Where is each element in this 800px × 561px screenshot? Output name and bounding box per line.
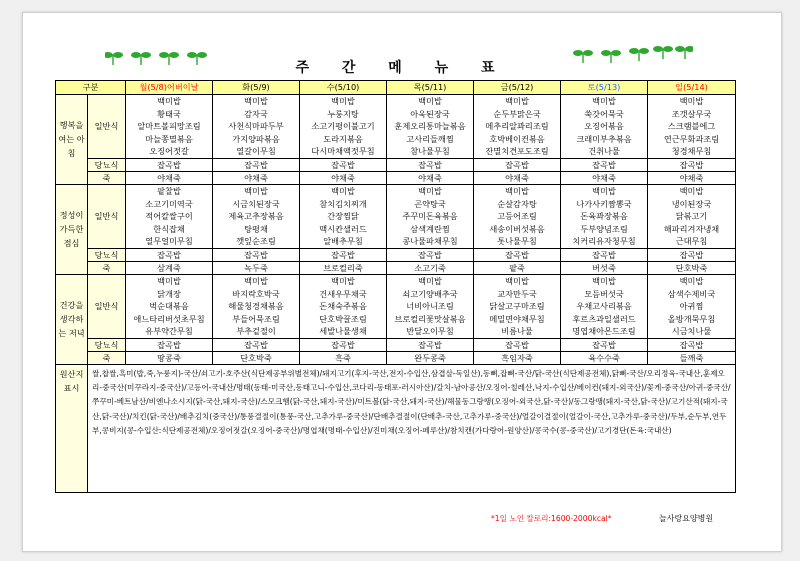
calorie-note: *1일 노인 칼로리:1600-2000kcal* <box>491 514 612 523</box>
general-menu-cell <box>300 184 387 248</box>
menu-item: 반달오이무침 <box>406 326 454 337</box>
diabetic-menu-cell: 잡곡밥 <box>474 158 561 171</box>
diabetic-menu-cell: 잡곡밥 <box>213 338 300 351</box>
menu-item: 깻잎순조림 <box>236 236 276 247</box>
diabetic-menu-cell: 잡곡밥 <box>648 338 736 351</box>
diabetic-menu-cell: 잡곡밥 <box>561 248 648 261</box>
origin-label: 원산지 표시 <box>56 364 88 492</box>
general-menu-cell <box>474 274 561 338</box>
menu-item: 오징어젓갈 <box>149 146 189 157</box>
diabetic-menu-cell: 잡곡밥 <box>126 338 213 351</box>
menu-item: 감자국 <box>244 108 268 119</box>
meal-section-label: 정성이 가득한 점심 <box>56 184 88 274</box>
general-menu-cell <box>648 95 736 159</box>
menu-item: 올방개묵무침 <box>667 313 716 324</box>
diabetic-menu-cell: 잡곡밥 <box>213 248 300 261</box>
porridge-menu-cell: 야채죽 <box>387 171 474 184</box>
porridge-menu-cell: 단호박죽 <box>648 261 736 274</box>
diabetic-label: 당뇨식 <box>88 248 126 261</box>
menu-item: 건새우무채국 <box>319 288 367 299</box>
menu-item: 열무얼미무침 <box>145 236 193 247</box>
menu-item: 후르츠과일샐러드 <box>572 313 636 324</box>
day-header: 금(5/12) <box>474 81 561 95</box>
menu-item: 백미밥 <box>592 96 616 106</box>
porridge-menu-cell: 야채죽 <box>126 171 213 184</box>
diabetic-label: 당뇨식 <box>88 158 126 171</box>
menu-item: 너비아니조림 <box>406 301 454 312</box>
menu-item: 시금치된장국 <box>232 198 280 209</box>
diabetic-menu-cell: 잡곡밥 <box>474 338 561 351</box>
menu-item: 백미밥 <box>592 185 616 196</box>
menu-item: 해물청경채볶음 <box>228 301 284 312</box>
porridge-menu-cell: 버섯죽 <box>561 261 648 274</box>
diabetic-menu-cell: 잡곡밥 <box>387 158 474 171</box>
menu-item: 단호박꿀조림 <box>319 313 367 324</box>
menu-item: 크래미부추볶음 <box>576 133 632 144</box>
menu-item: 알배추무침 <box>323 236 363 247</box>
menu-item: 백미밥 <box>505 96 529 106</box>
hospital-name: 늘사랑요양병원 <box>659 514 714 523</box>
general-menu-cell <box>387 95 474 159</box>
diabetic-menu-cell: 잡곡밥 <box>300 248 387 261</box>
porridge-label: 죽 <box>88 261 126 274</box>
general-label: 일반식 <box>88 184 126 248</box>
day-header: 수(5/10) <box>300 81 387 95</box>
porridge-menu-cell: 야채죽 <box>213 171 300 184</box>
menu-item: 바지락호박국 <box>232 288 280 299</box>
menu-sheet <box>22 12 782 552</box>
menu-item: 백미밥 <box>244 275 268 286</box>
diabetic-menu-cell: 잡곡밥 <box>474 248 561 261</box>
porridge-menu-cell: 브로컬리죽 <box>300 261 387 274</box>
general-menu-cell <box>387 184 474 248</box>
menu-item: 세발나물생채 <box>319 326 367 337</box>
general-menu-cell <box>387 274 474 338</box>
general-menu-cell <box>213 274 300 338</box>
menu-item: 아귀찜 <box>679 301 704 312</box>
menu-item: 근대무침 <box>675 236 708 247</box>
porridge-menu-cell: 야채죽 <box>648 171 736 184</box>
porridge-menu-cell: 땅콩죽 <box>126 351 213 364</box>
menu-item: 닭살고구마조림 <box>489 301 545 312</box>
general-label: 일반식 <box>88 274 126 338</box>
menu-item: 황태국 <box>157 108 181 119</box>
menu-item: 맥시칸샐러드 <box>319 223 367 234</box>
menu-item: 조갯살무국 <box>671 108 712 119</box>
menu-item: 벅순대볶음 <box>149 301 189 312</box>
menu-item: 주꾸미돈육볶음 <box>402 211 458 222</box>
diabetic-menu-cell: 잡곡밥 <box>300 338 387 351</box>
porridge-menu-cell: 단호박죽 <box>213 351 300 364</box>
menu-item: 순두부맑은국 <box>493 108 541 119</box>
porridge-menu-cell: 야채죽 <box>561 171 648 184</box>
menu-item: 나가사키짬뽕국 <box>576 198 632 209</box>
diabetic-menu-cell: 잡곡밥 <box>387 248 474 261</box>
diabetic-menu-cell: 잡곡밥 <box>561 338 648 351</box>
menu-item: 유부약간무침 <box>145 326 193 337</box>
menu-item: 명엽채아몬드조림 <box>572 326 636 337</box>
diabetic-menu-cell: 잡곡밥 <box>648 158 736 171</box>
header-label: 구분 <box>56 81 126 95</box>
menu-item: 고등어조림 <box>497 211 537 222</box>
porridge-menu-cell: 야채죽 <box>474 171 561 184</box>
menu-item: 백미밥 <box>418 96 442 106</box>
porridge-menu-cell: 육수수죽 <box>561 351 648 364</box>
menu-item: 시금치나물 <box>671 326 712 337</box>
menu-item: 백미밥 <box>331 275 355 286</box>
meal-section-label: 행복을 여는 아침 <box>56 95 88 185</box>
day-header: 목(5/11) <box>387 81 474 95</box>
menu-item: 콩나물파채무침 <box>402 236 458 247</box>
menu-item: 백미밥 <box>418 275 442 286</box>
menu-item: 백미밥 <box>679 185 704 196</box>
menu-item: 백미밥 <box>244 96 268 106</box>
menu-item: 팥찰밥 <box>157 185 181 196</box>
menu-item: 탕평채 <box>244 223 268 234</box>
general-label: 일반식 <box>88 95 126 159</box>
menu-item: 스크램블에그 <box>667 121 716 132</box>
menu-item: 호박베이컨볶음 <box>489 133 545 144</box>
menu-item: 백미밥 <box>331 96 355 106</box>
menu-item: 알마트볼피망조림 <box>137 121 201 132</box>
general-menu-cell <box>561 95 648 159</box>
menu-item: 모듬버섯국 <box>584 288 624 299</box>
menu-item: 닭개장 <box>157 288 181 299</box>
menu-item: 부추겉절이 <box>236 326 276 337</box>
weekly-menu-table <box>55 80 736 493</box>
menu-item: 소고기평이불고기 <box>311 121 375 132</box>
menu-item: 건취나물 <box>588 146 620 157</box>
menu-item: 마늘쫑멸볶음 <box>145 133 193 144</box>
menu-item: 백미밥 <box>505 275 529 286</box>
menu-item: 참치김치찌개 <box>319 198 367 209</box>
menu-item: 백미밥 <box>505 185 529 196</box>
menu-item: 적어칼쌀구이 <box>145 211 193 222</box>
general-menu-cell <box>126 95 213 159</box>
general-menu-cell <box>561 184 648 248</box>
menu-item: 한식잡채 <box>153 223 185 234</box>
general-menu-cell <box>126 184 213 248</box>
menu-item: 부들어묵조림 <box>232 313 280 324</box>
page-title: 주 간 메 뉴 표 <box>295 60 509 76</box>
diabetic-menu-cell: 잡곡밥 <box>387 338 474 351</box>
menu-item: 소고기미역국 <box>145 198 193 209</box>
menu-item: 사천식마파두부 <box>228 121 284 132</box>
menu-item: 쇠고기양배추국 <box>402 288 458 299</box>
menu-item: 돈육꽈장볶음 <box>580 211 628 222</box>
menu-item: 훈제오리통마늘볶음 <box>394 121 466 132</box>
day-header: 일(5/14) <box>648 81 736 95</box>
menu-item: 두부양념조림 <box>580 223 628 234</box>
day-header: 월(5/8)어버이날 <box>126 81 213 95</box>
menu-item: 고사리들깨찜 <box>406 133 454 144</box>
menu-item: 백미밥 <box>418 185 442 196</box>
menu-item: 가지양파볶음 <box>232 133 280 144</box>
menu-item: 치커리유자청무침 <box>572 236 636 247</box>
diabetic-label: 당뇨식 <box>88 338 126 351</box>
menu-item: 잔멸치견포도조림 <box>485 146 549 157</box>
menu-item: 순살감자탕 <box>497 198 537 209</box>
menu-item: 애느타리버섯초무침 <box>133 313 205 324</box>
menu-item: 새송이버섯볶음 <box>489 223 545 234</box>
menu-item: 메추리알꽈리조림 <box>485 121 549 132</box>
porridge-menu-cell: 녹두죽 <box>213 261 300 274</box>
porridge-label: 죽 <box>88 171 126 184</box>
menu-item: 우채고사리볶음 <box>576 301 632 312</box>
diabetic-menu-cell: 잡곡밥 <box>126 248 213 261</box>
menu-item: 청경채무침 <box>671 146 712 157</box>
menu-item: 누룽지탕 <box>327 108 359 119</box>
general-menu-cell <box>300 274 387 338</box>
menu-item: 열갈이무침 <box>236 146 276 157</box>
general-menu-cell <box>561 274 648 338</box>
menu-item: 제육고추장볶음 <box>228 211 284 222</box>
menu-item: 참나물무침 <box>410 146 450 157</box>
menu-item: 브로컬리꽃맛살볶음 <box>394 313 466 324</box>
day-header: 화(5/9) <box>213 81 300 95</box>
origin-text: 쌀,찹쌀,흑미(밥,죽,누룽지)-국산/쇠고기-호주산(식단제공부위별전체)/돼지고기(후지-국산,전지-수입산,삼겹살-독일산),동뼈,잡뼈-국산/닭-국산(식단제공전체),닭뼈-국산/오리정육-국내산,훈제오리-중국산(미꾸라지-중국산)/고등어-국내산/명태(동태-미국산,동태고니-수입산,코다리-동태포-러시아산)/갈치-남아공산/오징어-칠레산,낙지-수입산/베이컨(돼지-외국산)/꽃게-중국산/아귀-중국산/쭈꾸미-베트남산/비엔나소시지(닭-국산,돼지-국산)/스모크햄(닭-국산,돼지-국산)/미트볼(닭-국산,돼지-국산)/해물동그랑땡(오징어-외국산,닭-국산)/동그랑땡(돼지-국산,닭-국산)/고기산적(돼지-국산,닭-국산)/치킨(닭-국산)/배추김치(중국산)/통풍결절이(통풍-국산,고추가루-중국산)/단배추결절이(단배추-국산,고추가루-중국산)/얼갈이결절이(얼갈이-국산,고추가루-중국산)/두부,순두부,연두부,콩비지(콩-수입산:식단제공전체)/오징어젓갈(오징어-중국산)/명엽채(명태-수입산)/진미채(오징어-페루산)/참치캔(가다랑어-원양산)/콩국수(콩-중국산)/고기경단(돈육:국내산) <box>88 364 736 492</box>
general-menu-cell <box>300 95 387 159</box>
porridge-menu-cell: 들깨죽 <box>648 351 736 364</box>
menu-item: 백미밥 <box>157 96 181 106</box>
menu-item: 백미밥 <box>679 96 704 106</box>
menu-item: 백미밥 <box>244 185 268 196</box>
porridge-menu-cell: 야채죽 <box>300 171 387 184</box>
menu-item: 백미밥 <box>331 185 355 196</box>
porridge-menu-cell: 완두콩죽 <box>387 351 474 364</box>
menu-item: 백미밥 <box>679 275 704 286</box>
menu-item: 간장찜닭 <box>327 211 359 222</box>
general-menu-cell <box>474 95 561 159</box>
meal-section-label: 건강을 생각하는 저녁 <box>56 274 88 364</box>
menu-item: 비름나물 <box>501 326 533 337</box>
menu-item: 해파리겨자냉채 <box>663 223 720 234</box>
porridge-label: 죽 <box>88 351 126 364</box>
general-menu-cell <box>213 95 300 159</box>
menu-item: 도라지볶음 <box>323 133 363 144</box>
menu-item: 연근무화과조림 <box>663 133 720 144</box>
porridge-menu-cell: 흑임자죽 <box>474 351 561 364</box>
menu-item: 백미밥 <box>157 275 181 286</box>
menu-item: 메밀면야채무침 <box>489 313 545 324</box>
diabetic-menu-cell: 잡곡밥 <box>648 248 736 261</box>
menu-item: 톳나물무침 <box>497 236 537 247</box>
menu-item: 냉이된장국 <box>671 198 712 209</box>
menu-item: 백미밥 <box>592 275 616 286</box>
porridge-menu-cell: 삼계죽 <box>126 261 213 274</box>
general-menu-cell <box>474 184 561 248</box>
menu-item: 다시마채액젓무침 <box>311 146 375 157</box>
menu-item: 곤약탕국 <box>414 198 446 209</box>
general-menu-cell <box>213 184 300 248</box>
porridge-menu-cell: 팥죽 <box>474 261 561 274</box>
menu-item: 아욱된장국 <box>410 108 450 119</box>
general-menu-cell <box>648 274 736 338</box>
menu-item: 쑥갓어묵국 <box>584 108 624 119</box>
porridge-menu-cell: 소고기죽 <box>387 261 474 274</box>
diabetic-menu-cell: 잡곡밥 <box>126 158 213 171</box>
menu-item: 교자만두국 <box>497 288 537 299</box>
menu-item: 닭볶고기 <box>675 211 708 222</box>
menu-item: 삼색수제비국 <box>667 288 716 299</box>
diabetic-menu-cell: 잡곡밥 <box>213 158 300 171</box>
diabetic-menu-cell: 잡곡밥 <box>561 158 648 171</box>
menu-item: 돈채숙주볶음 <box>319 301 367 312</box>
day-header: 토(5/13) <box>561 81 648 95</box>
menu-item: 삼색계란찜 <box>410 223 450 234</box>
porridge-menu-cell: 흑죽 <box>300 351 387 364</box>
diabetic-menu-cell: 잡곡밥 <box>300 158 387 171</box>
menu-item: 오징어볶음 <box>584 121 624 132</box>
general-menu-cell <box>648 184 736 248</box>
general-menu-cell <box>126 274 213 338</box>
